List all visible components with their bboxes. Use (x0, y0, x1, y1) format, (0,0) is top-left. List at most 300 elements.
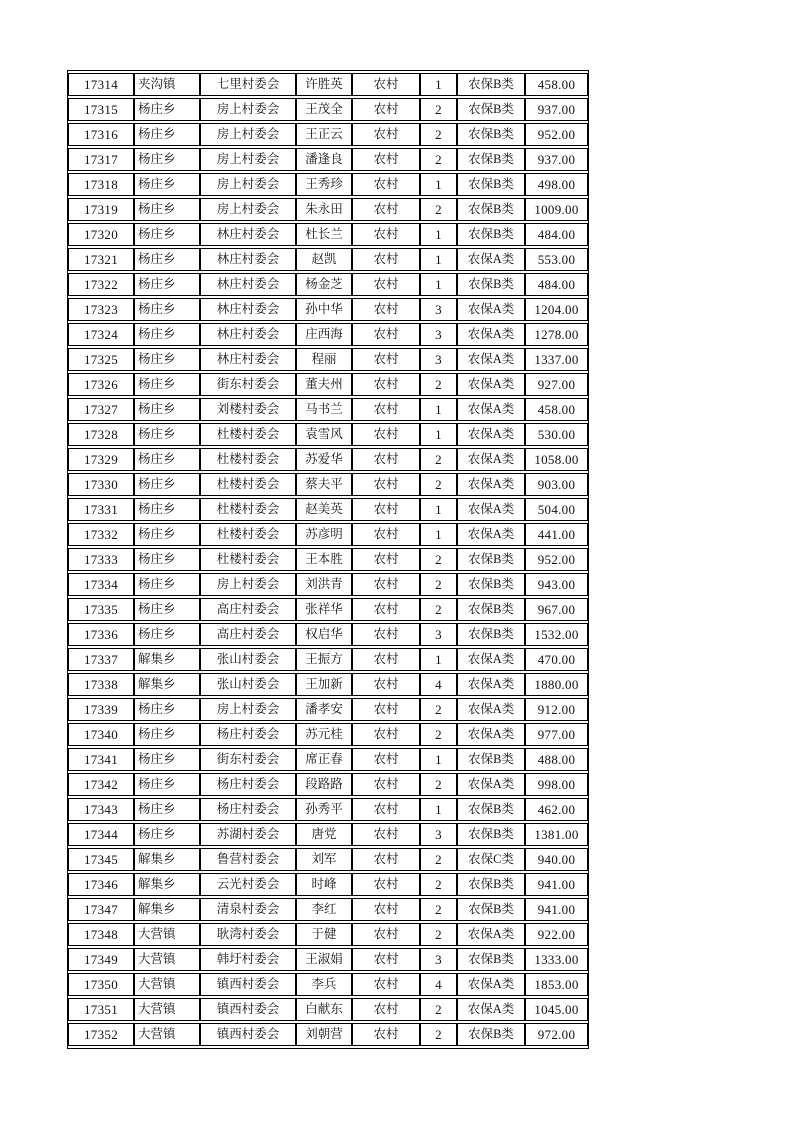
cell-serial-number: 17329 (68, 448, 134, 471)
cell-residence-type: 农村 (352, 673, 420, 696)
cell-serial-number: 17351 (68, 998, 134, 1021)
cell-person-count: 2 (420, 1023, 457, 1046)
table-row (68, 123, 588, 146)
cell-amount: 922.00 (525, 923, 588, 946)
cell-serial-number: 17324 (68, 323, 134, 346)
cell-amount: 1278.00 (525, 323, 588, 346)
cell-person-name: 李红 (296, 898, 352, 921)
cell-residence-type: 农村 (352, 773, 420, 796)
cell-town: 解集乡 (134, 648, 200, 671)
cell-village-committee: 杜楼村委会 (200, 423, 296, 446)
cell-person-count: 2 (420, 548, 457, 571)
cell-person-name: 袁雪风 (296, 423, 352, 446)
cell-residence-type: 农村 (352, 398, 420, 421)
cell-town: 夹沟镇 (134, 73, 200, 96)
cell-amount: 977.00 (525, 723, 588, 746)
cell-person-name: 刘朝营 (296, 1023, 352, 1046)
cell-village-committee: 镇西村委会 (200, 973, 296, 996)
cell-village-committee: 林庄村委会 (200, 273, 296, 296)
cell-insurance-category: 农保A类 (457, 398, 525, 421)
table-row (68, 623, 588, 646)
cell-town: 杨庄乡 (134, 748, 200, 771)
cell-serial-number: 17319 (68, 198, 134, 221)
cell-person-count: 4 (420, 973, 457, 996)
cell-village-committee: 七里村委会 (200, 73, 296, 96)
cell-person-count: 2 (420, 148, 457, 171)
cell-insurance-category: 农保C类 (457, 848, 525, 871)
cell-person-count: 2 (420, 123, 457, 146)
cell-serial-number: 17343 (68, 798, 134, 821)
cell-town: 大营镇 (134, 1023, 200, 1046)
cell-serial-number: 17331 (68, 498, 134, 521)
cell-person-name: 白献东 (296, 998, 352, 1021)
cell-person-name: 朱永田 (296, 198, 352, 221)
cell-town: 杨庄乡 (134, 248, 200, 271)
cell-village-committee: 耿湾村委会 (200, 923, 296, 946)
cell-village-committee: 林庄村委会 (200, 248, 296, 271)
cell-amount: 470.00 (525, 648, 588, 671)
cell-town: 杨庄乡 (134, 348, 200, 371)
table-row (68, 873, 588, 896)
cell-residence-type: 农村 (352, 448, 420, 471)
table-row (68, 373, 588, 396)
cell-serial-number: 17349 (68, 948, 134, 971)
cell-serial-number: 17326 (68, 373, 134, 396)
cell-residence-type: 农村 (352, 148, 420, 171)
cell-person-count: 3 (420, 623, 457, 646)
cell-village-committee: 杨庄村委会 (200, 723, 296, 746)
cell-village-committee: 高庄村委会 (200, 623, 296, 646)
cell-amount: 940.00 (525, 848, 588, 871)
table-row (68, 73, 588, 96)
cell-residence-type: 农村 (352, 173, 420, 196)
table-row (68, 823, 588, 846)
table-row (68, 973, 588, 996)
cell-insurance-category: 农保A类 (457, 648, 525, 671)
cell-insurance-category: 农保A类 (457, 473, 525, 496)
cell-insurance-category: 农保B类 (457, 73, 525, 96)
cell-insurance-category: 农保A类 (457, 973, 525, 996)
cell-serial-number: 17330 (68, 473, 134, 496)
cell-person-name: 杨金芝 (296, 273, 352, 296)
cell-amount: 952.00 (525, 123, 588, 146)
cell-person-name: 刘洪青 (296, 573, 352, 596)
cell-serial-number: 17314 (68, 73, 134, 96)
cell-serial-number: 17328 (68, 423, 134, 446)
table-row (68, 748, 588, 771)
cell-serial-number: 17335 (68, 598, 134, 621)
cell-person-name: 苏元桂 (296, 723, 352, 746)
cell-amount: 967.00 (525, 598, 588, 621)
records-table-body (68, 73, 588, 1046)
cell-residence-type: 农村 (352, 373, 420, 396)
cell-person-count: 1 (420, 273, 457, 296)
cell-village-committee: 张山村委会 (200, 673, 296, 696)
cell-residence-type: 农村 (352, 823, 420, 846)
table-row (68, 698, 588, 721)
cell-amount: 927.00 (525, 373, 588, 396)
cell-amount: 462.00 (525, 798, 588, 821)
cell-insurance-category: 农保B类 (457, 798, 525, 821)
cell-town: 杨庄乡 (134, 98, 200, 121)
cell-insurance-category: 农保B类 (457, 898, 525, 921)
cell-person-count: 1 (420, 173, 457, 196)
cell-village-committee: 房上村委会 (200, 573, 296, 596)
table-row (68, 798, 588, 821)
table-row (68, 173, 588, 196)
cell-insurance-category: 农保A类 (457, 698, 525, 721)
cell-serial-number: 17333 (68, 548, 134, 571)
cell-residence-type: 农村 (352, 498, 420, 521)
cell-town: 解集乡 (134, 673, 200, 696)
cell-residence-type: 农村 (352, 798, 420, 821)
table-row (68, 998, 588, 1021)
cell-insurance-category: 农保B类 (457, 573, 525, 596)
cell-person-count: 1 (420, 523, 457, 546)
cell-person-name: 程丽 (296, 348, 352, 371)
cell-amount: 1532.00 (525, 623, 588, 646)
cell-person-name: 时峰 (296, 873, 352, 896)
cell-town: 大营镇 (134, 998, 200, 1021)
table-row (68, 398, 588, 421)
table-row (68, 1023, 588, 1046)
table-row (68, 573, 588, 596)
cell-amount: 484.00 (525, 273, 588, 296)
cell-town: 杨庄乡 (134, 498, 200, 521)
cell-village-committee: 张山村委会 (200, 648, 296, 671)
cell-person-name: 王振方 (296, 648, 352, 671)
cell-village-committee: 杜楼村委会 (200, 473, 296, 496)
cell-amount: 1853.00 (525, 973, 588, 996)
cell-amount: 441.00 (525, 523, 588, 546)
table-row (68, 673, 588, 696)
cell-residence-type: 农村 (352, 923, 420, 946)
cell-insurance-category: 农保A类 (457, 323, 525, 346)
table-row (68, 223, 588, 246)
cell-amount: 912.00 (525, 698, 588, 721)
cell-amount: 1880.00 (525, 673, 588, 696)
cell-person-count: 1 (420, 798, 457, 821)
cell-person-name: 苏彦明 (296, 523, 352, 546)
records-table (68, 71, 588, 1048)
cell-village-committee: 镇西村委会 (200, 998, 296, 1021)
cell-residence-type: 农村 (352, 73, 420, 96)
cell-village-committee: 杜楼村委会 (200, 448, 296, 471)
cell-village-committee: 高庄村委会 (200, 598, 296, 621)
cell-insurance-category: 农保A类 (457, 248, 525, 271)
cell-residence-type: 农村 (352, 198, 420, 221)
cell-person-name: 权启华 (296, 623, 352, 646)
cell-residence-type: 农村 (352, 898, 420, 921)
cell-amount: 903.00 (525, 473, 588, 496)
cell-serial-number: 17316 (68, 123, 134, 146)
cell-person-name: 王淑娟 (296, 948, 352, 971)
cell-person-count: 2 (420, 873, 457, 896)
cell-insurance-category: 农保A类 (457, 723, 525, 746)
table-row (68, 448, 588, 471)
cell-village-committee: 云光村委会 (200, 873, 296, 896)
cell-town: 杨庄乡 (134, 598, 200, 621)
cell-person-count: 3 (420, 323, 457, 346)
cell-person-count: 2 (420, 773, 457, 796)
cell-town: 杨庄乡 (134, 473, 200, 496)
cell-village-committee: 林庄村委会 (200, 298, 296, 321)
cell-town: 杨庄乡 (134, 448, 200, 471)
cell-village-committee: 鲁营村委会 (200, 848, 296, 871)
cell-residence-type: 农村 (352, 623, 420, 646)
cell-serial-number: 17325 (68, 348, 134, 371)
cell-amount: 498.00 (525, 173, 588, 196)
cell-town: 杨庄乡 (134, 323, 200, 346)
cell-amount: 1333.00 (525, 948, 588, 971)
cell-serial-number: 17350 (68, 973, 134, 996)
table-row (68, 298, 588, 321)
cell-residence-type: 农村 (352, 473, 420, 496)
cell-insurance-category: 农保A类 (457, 423, 525, 446)
cell-village-committee: 杨庄村委会 (200, 798, 296, 821)
cell-insurance-category: 农保A类 (457, 298, 525, 321)
cell-person-count: 2 (420, 573, 457, 596)
cell-insurance-category: 农保A类 (457, 498, 525, 521)
cell-town: 解集乡 (134, 873, 200, 896)
cell-residence-type: 农村 (352, 873, 420, 896)
cell-serial-number: 17345 (68, 848, 134, 871)
cell-insurance-category: 农保B类 (457, 198, 525, 221)
cell-amount: 1204.00 (525, 298, 588, 321)
cell-amount: 952.00 (525, 548, 588, 571)
cell-person-count: 2 (420, 923, 457, 946)
cell-serial-number: 17317 (68, 148, 134, 171)
cell-person-count: 2 (420, 198, 457, 221)
table-row (68, 248, 588, 271)
cell-serial-number: 17348 (68, 923, 134, 946)
cell-residence-type: 农村 (352, 548, 420, 571)
cell-residence-type: 农村 (352, 223, 420, 246)
cell-village-committee: 杨庄村委会 (200, 773, 296, 796)
cell-insurance-category: 农保B类 (457, 948, 525, 971)
cell-residence-type: 农村 (352, 648, 420, 671)
cell-village-committee: 韩圩村委会 (200, 948, 296, 971)
cell-village-committee: 房上村委会 (200, 698, 296, 721)
cell-village-committee: 房上村委会 (200, 148, 296, 171)
cell-serial-number: 17323 (68, 298, 134, 321)
cell-insurance-category: 农保B类 (457, 98, 525, 121)
cell-village-committee: 林庄村委会 (200, 223, 296, 246)
cell-serial-number: 17315 (68, 98, 134, 121)
cell-amount: 1058.00 (525, 448, 588, 471)
cell-residence-type: 农村 (352, 698, 420, 721)
cell-village-committee: 林庄村委会 (200, 348, 296, 371)
cell-village-committee: 林庄村委会 (200, 323, 296, 346)
cell-serial-number: 17327 (68, 398, 134, 421)
cell-village-committee: 镇西村委会 (200, 1023, 296, 1046)
cell-village-committee: 杜楼村委会 (200, 523, 296, 546)
cell-residence-type: 农村 (352, 973, 420, 996)
cell-person-name: 王茂全 (296, 98, 352, 121)
cell-person-count: 2 (420, 448, 457, 471)
cell-amount: 998.00 (525, 773, 588, 796)
cell-town: 杨庄乡 (134, 198, 200, 221)
cell-person-name: 刘军 (296, 848, 352, 871)
cell-person-name: 唐党 (296, 823, 352, 846)
cell-person-count: 1 (420, 223, 457, 246)
cell-town: 杨庄乡 (134, 148, 200, 171)
table-row (68, 98, 588, 121)
cell-serial-number: 17347 (68, 898, 134, 921)
cell-person-name: 段路路 (296, 773, 352, 796)
cell-insurance-category: 农保B类 (457, 873, 525, 896)
cell-town: 杨庄乡 (134, 373, 200, 396)
table-row (68, 898, 588, 921)
cell-residence-type: 农村 (352, 748, 420, 771)
cell-amount: 1337.00 (525, 348, 588, 371)
cell-person-name: 张祥华 (296, 598, 352, 621)
cell-residence-type: 农村 (352, 948, 420, 971)
cell-amount: 458.00 (525, 73, 588, 96)
cell-amount: 530.00 (525, 423, 588, 446)
cell-town: 杨庄乡 (134, 173, 200, 196)
cell-insurance-category: 农保A类 (457, 998, 525, 1021)
cell-town: 杨庄乡 (134, 123, 200, 146)
cell-person-count: 3 (420, 948, 457, 971)
cell-amount: 972.00 (525, 1023, 588, 1046)
cell-village-committee: 房上村委会 (200, 98, 296, 121)
cell-person-count: 1 (420, 748, 457, 771)
cell-serial-number: 17346 (68, 873, 134, 896)
table-row (68, 473, 588, 496)
cell-serial-number: 17341 (68, 748, 134, 771)
cell-person-count: 2 (420, 723, 457, 746)
table-row (68, 723, 588, 746)
table-row (68, 523, 588, 546)
cell-village-committee: 苏湖村委会 (200, 823, 296, 846)
cell-person-name: 孙秀平 (296, 798, 352, 821)
cell-serial-number: 17318 (68, 173, 134, 196)
cell-amount: 937.00 (525, 98, 588, 121)
cell-town: 大营镇 (134, 948, 200, 971)
cell-residence-type: 农村 (352, 273, 420, 296)
cell-person-count: 2 (420, 848, 457, 871)
cell-amount: 1381.00 (525, 823, 588, 846)
cell-serial-number: 17339 (68, 698, 134, 721)
cell-residence-type: 农村 (352, 348, 420, 371)
cell-person-name: 许胜英 (296, 73, 352, 96)
cell-residence-type: 农村 (352, 598, 420, 621)
cell-person-count: 2 (420, 98, 457, 121)
cell-insurance-category: 农保A类 (457, 348, 525, 371)
table-row (68, 848, 588, 871)
cell-person-count: 1 (420, 498, 457, 521)
cell-insurance-category: 农保B类 (457, 823, 525, 846)
cell-insurance-category: 农保B类 (457, 548, 525, 571)
cell-serial-number: 17336 (68, 623, 134, 646)
cell-person-count: 4 (420, 673, 457, 696)
cell-serial-number: 17344 (68, 823, 134, 846)
cell-village-committee: 房上村委会 (200, 198, 296, 221)
cell-amount: 1009.00 (525, 198, 588, 221)
cell-serial-number: 17342 (68, 773, 134, 796)
cell-serial-number: 17338 (68, 673, 134, 696)
table-row (68, 923, 588, 946)
cell-person-count: 2 (420, 698, 457, 721)
cell-serial-number: 17322 (68, 273, 134, 296)
cell-person-count: 1 (420, 423, 457, 446)
cell-village-committee: 街东村委会 (200, 748, 296, 771)
cell-person-name: 苏爱华 (296, 448, 352, 471)
cell-amount: 943.00 (525, 573, 588, 596)
cell-village-committee: 清泉村委会 (200, 898, 296, 921)
cell-amount: 458.00 (525, 398, 588, 421)
table-row (68, 548, 588, 571)
cell-town: 解集乡 (134, 848, 200, 871)
cell-town: 大营镇 (134, 923, 200, 946)
cell-person-count: 1 (420, 73, 457, 96)
cell-amount: 941.00 (525, 898, 588, 921)
cell-person-name: 蔡夫平 (296, 473, 352, 496)
cell-residence-type: 农村 (352, 723, 420, 746)
cell-person-name: 庄西海 (296, 323, 352, 346)
cell-insurance-category: 农保A类 (457, 523, 525, 546)
cell-town: 杨庄乡 (134, 423, 200, 446)
cell-town: 杨庄乡 (134, 223, 200, 246)
cell-insurance-category: 农保B类 (457, 273, 525, 296)
cell-town: 杨庄乡 (134, 798, 200, 821)
cell-serial-number: 17320 (68, 223, 134, 246)
cell-insurance-category: 农保A类 (457, 773, 525, 796)
cell-village-committee: 房上村委会 (200, 173, 296, 196)
cell-residence-type: 农村 (352, 573, 420, 596)
cell-person-name: 赵美英 (296, 498, 352, 521)
cell-town: 杨庄乡 (134, 523, 200, 546)
cell-insurance-category: 农保B类 (457, 623, 525, 646)
cell-person-count: 2 (420, 998, 457, 1021)
table-row (68, 198, 588, 221)
cell-residence-type: 农村 (352, 523, 420, 546)
cell-town: 大营镇 (134, 973, 200, 996)
cell-insurance-category: 农保B类 (457, 1023, 525, 1046)
cell-residence-type: 农村 (352, 998, 420, 1021)
cell-amount: 1045.00 (525, 998, 588, 1021)
cell-serial-number: 17340 (68, 723, 134, 746)
cell-village-committee: 街东村委会 (200, 373, 296, 396)
cell-insurance-category: 农保A类 (457, 923, 525, 946)
cell-residence-type: 农村 (352, 248, 420, 271)
cell-residence-type: 农村 (352, 1023, 420, 1046)
cell-person-name: 席正春 (296, 748, 352, 771)
cell-person-name: 孙中华 (296, 298, 352, 321)
cell-insurance-category: 农保B类 (457, 748, 525, 771)
cell-amount: 941.00 (525, 873, 588, 896)
cell-amount: 488.00 (525, 748, 588, 771)
cell-insurance-category: 农保B类 (457, 598, 525, 621)
cell-village-committee: 房上村委会 (200, 123, 296, 146)
cell-person-name: 王秀珍 (296, 173, 352, 196)
cell-person-count: 1 (420, 648, 457, 671)
cell-person-count: 2 (420, 898, 457, 921)
records-table-container (67, 70, 589, 1049)
cell-person-name: 王本胜 (296, 548, 352, 571)
cell-person-name: 于健 (296, 923, 352, 946)
cell-town: 解集乡 (134, 898, 200, 921)
cell-insurance-category: 农保B类 (457, 123, 525, 146)
cell-serial-number: 17352 (68, 1023, 134, 1046)
cell-insurance-category: 农保B类 (457, 173, 525, 196)
cell-town: 杨庄乡 (134, 773, 200, 796)
table-row (68, 648, 588, 671)
cell-amount: 937.00 (525, 148, 588, 171)
cell-amount: 553.00 (525, 248, 588, 271)
cell-residence-type: 农村 (352, 298, 420, 321)
